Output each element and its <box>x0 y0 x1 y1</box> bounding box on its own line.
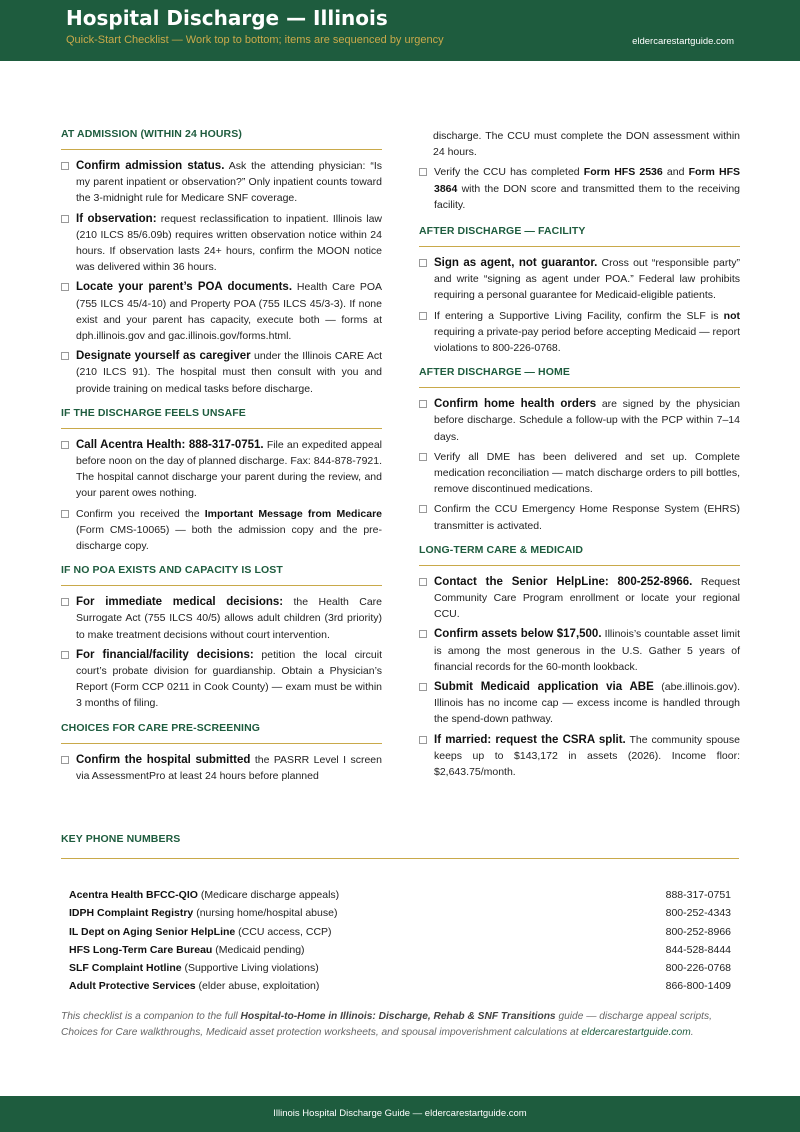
phone-label <box>61 923 589 941</box>
checklist-item <box>61 158 382 207</box>
item-bold: Form HFS 3864 <box>434 166 740 195</box>
phone-name: IDPH Complaint Registry <box>69 907 194 920</box>
checkbox[interactable] <box>419 168 427 176</box>
checklist-item <box>419 164 740 213</box>
guide-title: Hospital-to-Home in Illinois: Discharge, Rehab & SNF Transitions <box>240 1011 556 1022</box>
phone-desc: (Medicare discharge appeals) <box>197 889 340 901</box>
right-column <box>419 128 740 790</box>
checkbox[interactable] <box>419 312 427 320</box>
section-title: AFTER DISCHARGE — FACILITY <box>419 225 740 247</box>
item-lead: Submit Medicaid application via ABE <box>434 681 654 694</box>
item-lead: Call Acentra Health: 888-317-0751. <box>76 438 264 451</box>
header-site-link[interactable]: eldercarestartguide.com <box>632 36 734 47</box>
item-text: Confirm you received the <box>76 507 205 520</box>
page-subtitle: Quick-Start Checklist — Work top to bottom; items are sequenced by urgency <box>66 34 444 46</box>
item-text: Verify all DME has been delivered and set up. Complete medication reconciliation — match discharge orders to pill bottles, remove discontinued medications. <box>434 450 740 496</box>
phone-desc: (CCU access, CCP) <box>235 925 332 938</box>
checkbox[interactable] <box>419 400 427 408</box>
phone-name: Adult Protective Services <box>69 980 196 993</box>
item-lead: Confirm assets below $17,500. <box>434 628 602 641</box>
checklist-item <box>61 752 382 784</box>
item-lead: If married: request the CSRA split. <box>434 733 626 746</box>
table-row <box>61 977 739 995</box>
checklist-item <box>419 255 740 304</box>
checkbox[interactable] <box>61 441 69 449</box>
item-bold: Form HFS 2536 <box>583 166 663 179</box>
checkbox[interactable] <box>419 630 427 638</box>
footnote-text: This checklist is a companion to the full <box>61 1011 241 1022</box>
item-lead: Sign as agent, not guarantor. <box>434 257 598 270</box>
item-text: Verify the CCU has completed <box>434 166 584 179</box>
checkbox[interactable] <box>61 651 69 659</box>
phone-desc: (nursing home/hospital abuse) <box>193 907 338 920</box>
item-text: Illinois’s countable asset limit is among the most generous in the U.S. Gather 5 years of financial records for the 60-month lookback. <box>434 628 740 673</box>
checkbox[interactable] <box>61 283 69 291</box>
section-title: KEY PHONE NUMBERS <box>61 833 739 859</box>
checkbox[interactable] <box>61 598 69 606</box>
header-bar <box>0 0 800 61</box>
section-title: IF THE DISCHARGE FEELS UNSAFE <box>61 407 382 429</box>
checklist-item <box>61 348 382 397</box>
table-row <box>61 923 739 941</box>
item-lead: Confirm the hospital submitted <box>76 753 251 766</box>
checkbox[interactable] <box>61 352 69 360</box>
table-row <box>61 886 739 904</box>
item-lead: If observation: <box>76 212 157 225</box>
checklist-item <box>61 279 382 344</box>
section-ltc-medicaid <box>419 544 740 780</box>
item-lead: Designate yourself as caregiver <box>76 350 251 363</box>
item-text: under the Illinois CARE Act (210 ILCS 91). The hospital must then consult with you and provide training on medical tasks before discharge. <box>76 350 382 395</box>
section-admission <box>61 128 382 397</box>
phone-number[interactable]: 800-252-4343 <box>665 907 731 920</box>
phone-label <box>61 977 589 995</box>
item-text: Ask the attending physician: “Is my parent inpatient or observation?” Only inpatient counts toward the 3-midnight rule for Medicare SNF coverage. <box>76 160 382 205</box>
item-text: petition the local circuit court’s probate division for guardianship. Obtain a Physician’s Report (Form CCP 0211 in Cook County) — exam must be within 3 months of filing. <box>76 648 382 710</box>
item-text: If entering a Supportive Living Facility, confirm the SLF is <box>434 309 724 322</box>
item-lead: For financial/facility decisions: <box>76 648 254 661</box>
checkbox[interactable] <box>419 453 427 461</box>
page-title: Hospital Discharge — Illinois <box>66 6 388 30</box>
phone-name: Acentra Health BFCC-QIO <box>69 889 198 901</box>
footnote <box>61 1009 741 1042</box>
item-text: (Form CMS-10065) — both the admission copy and the pre-discharge copy. <box>76 523 382 553</box>
checklist-item <box>61 647 382 712</box>
phone-table <box>61 886 739 996</box>
item-text: and <box>662 166 689 179</box>
checkbox[interactable] <box>61 510 69 518</box>
phone-label <box>61 941 589 959</box>
checklist-item <box>419 396 740 445</box>
section-title: CHOICES FOR CARE PRE-SCREENING <box>61 722 382 744</box>
phone-number[interactable]: 800-226-0768 <box>665 962 731 975</box>
footer-bar <box>0 1096 800 1132</box>
item-bold: Important Message from Medicare <box>204 507 382 520</box>
item-lead: For immediate medical decisions: <box>76 596 284 609</box>
item-text: request reclassification to inpatient. Illinois law (210 ILCS 85/6.09b) requires written observation notice within 24 hours. If observation lasts 24+ hours, confirm the MOON notice was delivered within 36 hours. <box>76 212 382 274</box>
item-text: (abe.illinois.gov). Illinois has no income cap — excess income is handled through the spend-down pathway. <box>434 681 741 726</box>
table-row <box>61 941 739 959</box>
section-title: AFTER DISCHARGE — HOME <box>419 366 740 388</box>
item-text: requiring a private-pay period before accepting Medicaid — report violations to 800-226-0768. <box>434 325 740 355</box>
section-title: LONG-TERM CARE & MEDICAID <box>419 544 740 566</box>
table-row <box>61 959 739 977</box>
section-title: AT ADMISSION (WITHIN 24 HOURS) <box>61 128 382 150</box>
phone-number[interactable]: 888-317-0751 <box>665 889 731 901</box>
checkbox[interactable] <box>419 578 427 586</box>
item-lead: Contact the Senior HelpLine: 800-252-8966. <box>434 575 693 588</box>
item-text: Confirm the CCU Emergency Home Response System (EHRS) transmitter is activated. <box>434 503 740 532</box>
phone-numbers-section <box>61 833 739 996</box>
item-lead: Locate your parent’s POA documents. <box>76 281 293 294</box>
phone-name: HFS Long-Term Care Bureau <box>69 943 213 956</box>
left-column <box>61 128 382 794</box>
checklist-item <box>419 308 740 357</box>
item-text: Request Community Care Program enrollment or locate your regional CCU. <box>434 575 740 621</box>
phone-name: SLF Complaint Hotline <box>69 962 182 975</box>
phone-label <box>61 959 589 977</box>
checklist-item <box>419 679 740 728</box>
checklist-item <box>419 574 740 623</box>
checkbox[interactable] <box>419 736 427 744</box>
section-facility <box>419 225 740 356</box>
item-lead: Confirm admission status. <box>76 160 225 172</box>
item-bold: not <box>723 309 740 322</box>
section-prescreen <box>61 722 382 784</box>
item-text: the Health Care Surrogate Act (755 ILCS 40/5) allows adult children (3rd priority) to make treatment decisions without court intervention. <box>76 596 382 641</box>
checklist-item <box>419 732 740 781</box>
checkbox[interactable] <box>419 505 427 513</box>
section-no-poa <box>61 564 382 711</box>
phone-number[interactable]: 866-800-1409 <box>665 980 731 993</box>
checklist-item <box>419 626 740 675</box>
footnote-text: guide — discharge appeal scripts, Choices for Care walkthroughs, Medicaid asset protection worksheets, and spousal impoverishment calculations at <box>61 1011 712 1039</box>
checklist-item <box>419 501 740 533</box>
section-unsafe <box>61 407 382 554</box>
checkbox[interactable] <box>61 215 69 223</box>
section-home <box>419 366 740 534</box>
phone-desc: (Medicaid pending) <box>212 943 305 956</box>
phone-label <box>61 904 589 922</box>
phone-number[interactable]: 800-252-8966 <box>665 925 731 938</box>
checkbox[interactable] <box>419 683 427 691</box>
phone-label <box>61 886 589 904</box>
checklist-item <box>419 449 740 498</box>
section-title: IF NO POA EXISTS AND CAPACITY IS LOST <box>61 564 382 586</box>
item-continuation: discharge. The CCU must complete the DON assessment within 24 hours. <box>433 130 740 159</box>
item-text: Health Care POA (755 ILCS 45/4-10) and Property POA (755 ILCS 45/3-3). If none exist and your parent has capacity, execute both — forms at dph.illinois.gov and gac.illinois.gov/forms.html. <box>76 281 383 343</box>
phone-name: IL Dept on Aging Senior HelpLine <box>69 925 236 938</box>
checklist-item <box>61 211 382 276</box>
item-text: Cross out “responsible party” and write “signing as agent under POA.” Federal law prohibits requiring a personal guarantee for Medicaid-eligible patients. <box>434 257 740 302</box>
item-text: the PASRR Level I screen via AssessmentPro at least 24 hours before planned <box>76 753 382 782</box>
phone-desc: (elder abuse, exploitation) <box>195 980 320 993</box>
phone-desc: (Supportive Living violations) <box>181 962 319 975</box>
item-text: File an expedited appeal before noon on the day of planned discharge. Fax: 844-878-7921. The hospital cannot discharge your parent during the review, and your parent owes nothing. <box>76 438 383 500</box>
phone-number[interactable]: 844-528-8444 <box>665 943 731 956</box>
checkbox[interactable] <box>61 162 69 170</box>
footnote-text: . <box>690 1027 694 1039</box>
table-row <box>61 904 739 922</box>
checklist-item <box>61 594 382 643</box>
item-text: with the DON score and transmitted them to the receiving facility. <box>434 182 740 211</box>
checklist-item <box>61 506 382 555</box>
item-lead: Confirm home health orders <box>434 398 597 411</box>
item-text: are signed by the physician before discharge. Schedule a follow-up with the PCP within 7–14 days. <box>434 398 740 443</box>
checkbox[interactable] <box>61 756 69 764</box>
checkbox[interactable] <box>419 259 427 267</box>
item-text: The community spouse keeps up to $143,172 in assets (2026). Income floor: $2,643.75/month. <box>434 733 740 779</box>
checklist-item <box>61 437 382 502</box>
guide-link[interactable]: eldercarestartguide.com <box>581 1027 691 1039</box>
footer-text: Illinois Hospital Discharge Guide — eldercarestartguide.com <box>273 1108 527 1119</box>
